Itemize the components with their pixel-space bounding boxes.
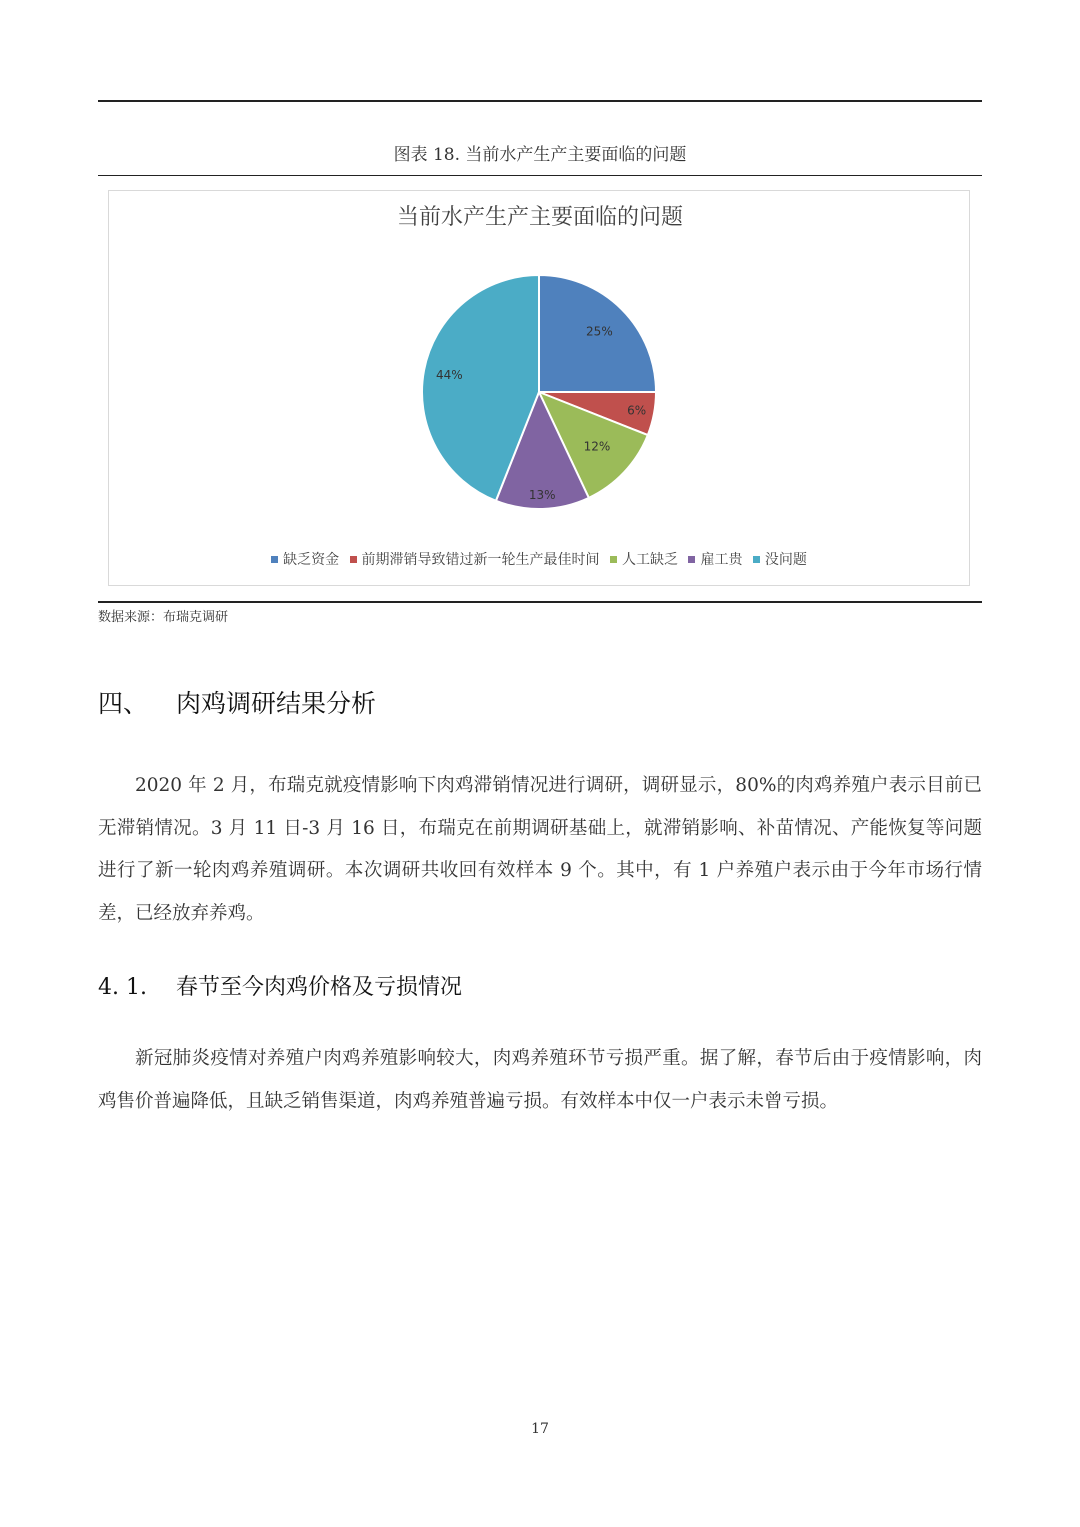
legend-label: 雇工贵 — [700, 552, 743, 568]
subsection-paragraph: 新冠肺炎疫情对养殖户肉鸡养殖影响较大，肉鸡养殖环节亏损严重。据了解，春节后由于疫情影响，肉鸡售价普遍降低，且缺乏销售渠道，肉鸡养殖普遍亏损。有效样本中仅一户表示未曾亏损。 — [98, 1048, 982, 1112]
legend-swatch — [688, 556, 695, 563]
chart-legend — [108, 549, 970, 569]
pie-data-label: 13% — [528, 487, 556, 502]
legend-swatch — [350, 556, 357, 563]
legend-item — [688, 549, 742, 569]
legend-swatch — [610, 556, 617, 563]
legend-label: 没问题 — [764, 552, 807, 568]
legend-label: 前期滞销导致错过新一轮生产最佳时间 — [361, 552, 600, 568]
section-heading — [98, 684, 376, 720]
subsection-number: 4. 1. — [98, 975, 147, 1000]
legend-item — [610, 549, 678, 569]
pie-data-label: 6% — [627, 403, 647, 418]
pie-chart — [0, 0, 1080, 620]
legend-swatch — [753, 556, 760, 563]
source-rule — [98, 601, 982, 603]
pie-data-label: 44% — [436, 367, 463, 382]
data-source-note: 数据来源：布瑞克调研 — [98, 610, 229, 625]
legend-item — [753, 549, 807, 569]
page-number: 17 — [531, 1421, 549, 1437]
legend-label: 人工缺乏 — [622, 552, 678, 568]
legend-label: 缺乏资金 — [283, 552, 340, 568]
legend-swatch — [271, 556, 278, 563]
section-paragraph: 2020 年 2 月，布瑞克就疫情影响下肉鸡滞销情况进行调研，调研显示，80%的肉鸡养殖户表示目前已无滞销情况。3 月 11 日-3 月 16 日，布瑞克在前期调研基础上，就滞销影响、补苗情况、产能恢复等问题进行了新一轮肉鸡养殖调研。本次调研共收回有效样本 9 个。其中，有 1 户养殖户表示由于今年市场行情差，已经放弃养鸡。 — [98, 775, 982, 924]
pie-data-label: 25% — [586, 324, 613, 339]
section-title: 肉鸡调研结果分析 — [176, 689, 377, 718]
figure-caption: 图表 18. 当前水产生产主要面临的问题 — [393, 145, 687, 165]
pie-data-label: 12% — [583, 439, 611, 454]
legend-item — [350, 549, 600, 569]
subsection-heading — [98, 970, 462, 1001]
section-number: 四、 — [98, 689, 149, 718]
legend-item — [271, 549, 339, 569]
subsection-title: 春节至今肉鸡价格及亏损情况 — [176, 975, 463, 1000]
chart-title: 当前水产生产主要面临的问题 — [396, 205, 683, 230]
